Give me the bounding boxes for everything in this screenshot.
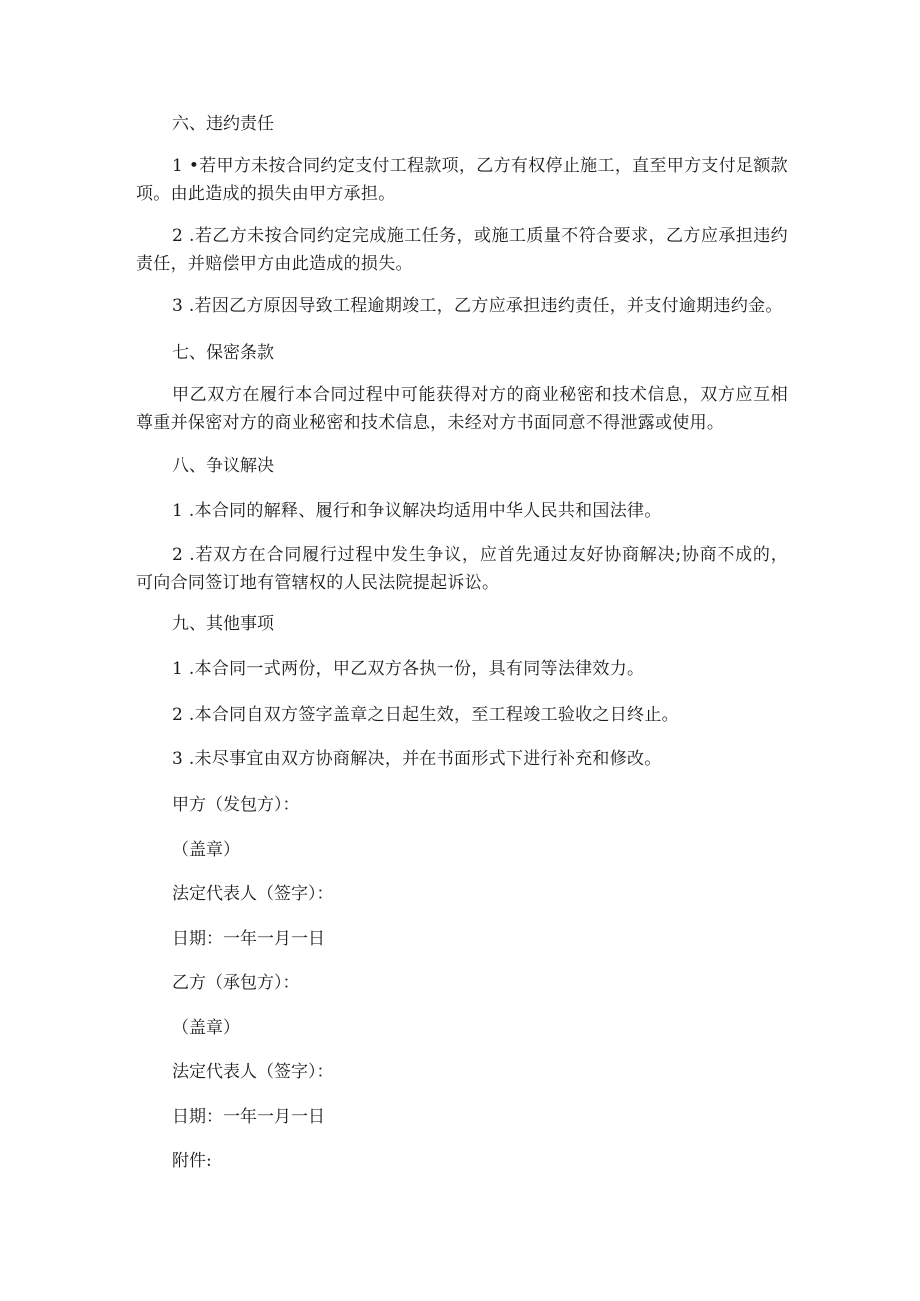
clause-dispute-2: 2 .若双方在合同履行过程中发生争议，应首先通过友好协商解决;协商不成的，可向合同签订地有管辖权的人民法院提起诉讼。 [136,545,788,593]
section-heading-breach: 六、违约责任 [172,114,274,134]
section-heading-other: 九、其他事项 [172,614,274,634]
clause-confidentiality: 甲乙双方在履行本合同过程中可能获得对方的商业秘密和技术信息，双方应互相尊重并保密对方的商业秘密和技术信息，未经对方书面同意不得泄露或使用。 [136,385,788,433]
clause-other-2: 2 .本合同自双方签字盖章之日起生效，至工程竣工验收之日终止。 [172,705,679,725]
party-b-label: 乙方（承包方）： [172,973,300,993]
clause-other-1: 1 .本合同一式两份，甲乙双方各执一份，具有同等法律效力。 [172,659,645,679]
section-heading-confidentiality: 七、保密条款 [172,343,274,363]
party-b-date: 日期：一年一月一日 [172,1107,325,1127]
party-a-label: 甲方（发包方）： [172,795,300,815]
clause-breach-2: 2 .若乙方未按合同约定完成施工任务，或施工质量不符合要求，乙方应承担违约责任，并赔偿甲方由此造成的损失。 [136,226,788,274]
section-heading-dispute: 八、争议解决 [172,456,274,476]
clause-other-3: 3 .未尽事宜由双方协商解决，并在书面形式下进行补充和修改。 [172,749,662,769]
party-a-representative: 法定代表人（签字）： [172,884,334,904]
clause-breach-1: 1 •若甲方未按合同约定支付工程款项，乙方有权停止施工，直至甲方支付足额款项。由此造成的损失由甲方承担。 [136,156,788,204]
party-a-date: 日期：一年一月一日 [172,929,325,949]
attachment-label: 附件: [172,1151,212,1171]
party-b-representative: 法定代表人（签字）： [172,1062,334,1082]
clause-dispute-1: 1 .本合同的解释、履行和争议解决均适用中华人民共和国法律。 [172,501,662,521]
party-a-seal: （盖章） [172,840,240,860]
party-b-seal: （盖章） [172,1018,240,1038]
clause-breach-3: 3 .若因乙方原因导致工程逾期竣工，乙方应承担违约责任，并支付逾期违约金。 [172,296,783,316]
